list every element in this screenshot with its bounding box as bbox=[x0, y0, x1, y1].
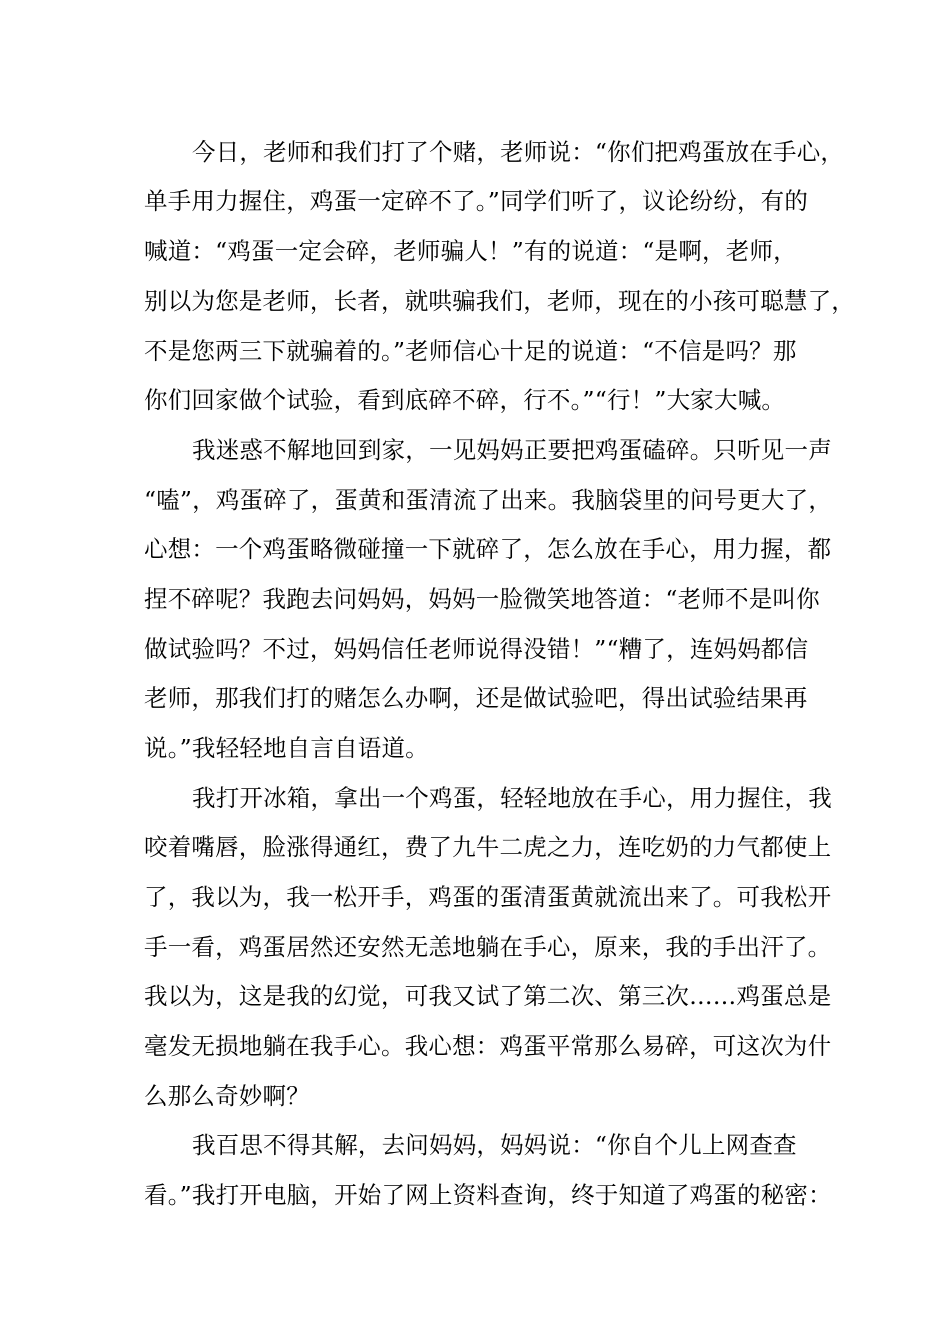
text-line-15: 咬着嘴唇，脸涨得通红，费了九牛二虎之力，连吃奶的力气都使上 bbox=[144, 833, 832, 861]
text-line-12: 老师，那我们打的赌怎么办啊，还是做试验吧，得出试验结果再 bbox=[144, 684, 808, 712]
text-line-11: 做试验吗？不过，妈妈信任老师说得没错！”“糟了，连妈妈都信 bbox=[144, 635, 809, 663]
text-line-6: 你们回家做个试验，看到底碎不碎，行不。”“行！”大家大喊。 bbox=[144, 386, 786, 414]
text-line-18: 我以为，这是我的幻觉，可我又试了第二次、第三次……鸡蛋总是 bbox=[144, 982, 832, 1010]
text-line-22: 看。”我打开电脑，开始了网上资料查询，终于知道了鸡蛋的秘密： bbox=[144, 1181, 832, 1209]
text-line-9: 心想：一个鸡蛋略微碰撞一下就碎了，怎么放在手心，用力握，都 bbox=[144, 535, 832, 563]
text-line-3: 喊道：“鸡蛋一定会碎，老师骗人！”有的说道：“是啊，老师， bbox=[144, 237, 797, 265]
text-line-17: 手一看，鸡蛋居然还安然无恙地躺在手心，原来，我的手出汗了。 bbox=[144, 933, 832, 961]
text-line-7: 我迷惑不解地回到家，一见妈妈正要把鸡蛋磕碎。只听见一声 bbox=[192, 436, 832, 464]
text-line-4: 别以为您是老师，长者，就哄骗我们，老师，现在的小孩可聪慧了， bbox=[144, 287, 855, 315]
text-line-19: 毫发无损地躺在我手心。我心想：鸡蛋平常那么易碎，可这次为什 bbox=[144, 1032, 832, 1060]
text-line-16: 了，我以为，我一松开手，鸡蛋的蛋清蛋黄就流出来了。可我松开 bbox=[144, 883, 832, 911]
text-line-14: 我打开冰箱，拿出一个鸡蛋，轻轻地放在手心，用力握住，我 bbox=[192, 784, 832, 812]
text-line-5: 不是您两三下就骗着的。”老师信心十足的说道：“不信是吗？那 bbox=[144, 337, 797, 365]
text-line-2: 单手用力握住，鸡蛋一定碎不了。”同学们听了，议论纷纷，有的 bbox=[144, 187, 809, 215]
text-line-21: 我百思不得其解，去问妈妈，妈妈说：“你自个儿上网查查 bbox=[192, 1131, 797, 1159]
text-line-10: 捏不碎呢？我跑去问妈妈，妈妈一脸微笑地答道：“老师不是叫你 bbox=[144, 585, 820, 613]
text-line-13: 说。”我轻轻地自言自语道。 bbox=[144, 734, 429, 762]
text-line-8: “嗑”，鸡蛋碎了，蛋黄和蛋清流了出来。我脑袋里的问号更大了， bbox=[144, 486, 833, 514]
text-line-20: 么那么奇妙啊？ bbox=[144, 1082, 310, 1110]
text-line-1: 今日，老师和我们打了个赌，老师说：“你们把鸡蛋放在手心， bbox=[192, 138, 845, 166]
